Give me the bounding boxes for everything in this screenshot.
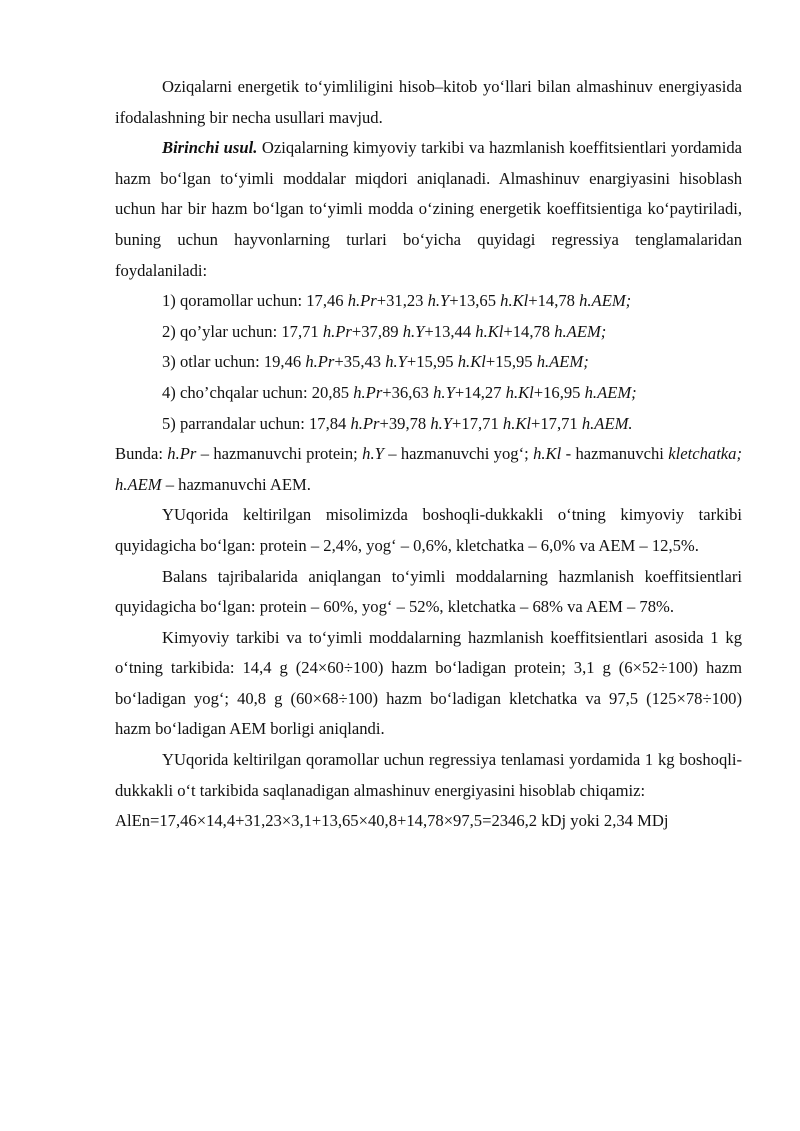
- eq-var: h.Pr: [350, 413, 380, 433]
- method-heading: Birinchi usul.: [162, 138, 258, 158]
- eq-text: 4) cho’chqalar uchun: 20,85: [162, 382, 354, 402]
- eq-text: +31,23: [376, 291, 428, 311]
- eq-var: h.Kl: [502, 413, 532, 433]
- method-text: Oziqalarning kimyoviy tarkibi va hazmlanish koeffitsientlari yordamida hazm bo‘lgan to‘yimli moddalar miqdori aniqlanadi. Almashinuv enargiyasini hisoblash uchun har bir hazm bo‘lgan to‘yimli modda o‘zining energetik koeffitsientiga ko‘paytiriladi, buning uchun hayvonlarning turlari bo‘yicha quyidagi regressiya tenglamalaridan foydalaniladi:: [115, 138, 742, 280]
- eq-text: +39,78: [379, 413, 431, 433]
- eq-var: h.Kl: [475, 321, 504, 341]
- eq-text: +17,71: [531, 413, 582, 433]
- eq-var: h.AEM;: [584, 382, 637, 402]
- eq-text: +14,78: [503, 321, 555, 341]
- legend-var: h.Y: [362, 444, 384, 464]
- paragraph-first-method: [115, 133, 742, 286]
- eq-var: h.Y: [433, 382, 455, 402]
- paragraph-calculation-intro: YUqorida keltirilgan qoramollar uchun regressiya tenlamasi yordamida 1 kg boshoqli-dukkakli o‘t tarkibida saqlanadigan almashinuv energiyasini hisoblab chiqamiz:: [115, 750, 742, 800]
- legend-text: Bunda:: [115, 444, 168, 464]
- equation-pigs: [115, 378, 742, 409]
- eq-var: h.Pr: [347, 291, 377, 311]
- eq-var: h.AEM;: [536, 352, 589, 372]
- legend-var: kletchatka; h.AEM: [115, 444, 742, 494]
- eq-text: +17,71: [452, 413, 503, 433]
- eq-text: +13,44: [424, 321, 476, 341]
- paragraph-intro: Oziqalarni energetik to‘yimliligini hisob–kitob yo‘llari bilan almashinuv energiyasida ifodalashning bir necha usullari mavjud.: [115, 77, 742, 127]
- equation-sheep: [115, 317, 742, 348]
- legend-text: – hazmanuvchi yog‘;: [383, 444, 534, 464]
- equation-horses: [115, 347, 742, 378]
- eq-var: h.Y: [402, 321, 425, 341]
- eq-var: h.AEM;: [554, 321, 607, 341]
- eq-text: +15,95: [485, 352, 537, 372]
- equation-poultry: [115, 409, 742, 440]
- eq-var: h.AEM.: [581, 413, 633, 433]
- eq-var: h.Pr: [353, 382, 383, 402]
- legend-var: h.Pr: [167, 444, 197, 464]
- eq-text: +15,95: [406, 352, 458, 372]
- eq-text: +13,65: [449, 291, 501, 311]
- paragraph-composition: YUqorida keltirilgan misolimizda boshoqli-dukkakli o‘tning kimyoviy tarkibi quyidagicha bo‘lgan: protein – 2,4%, yog‘ – 0,6%, kletchatka – 6,0% va AEM – 12,5%.: [115, 505, 742, 555]
- legend-text: – hazmanuvchi protein;: [196, 444, 363, 464]
- equation-cattle: [115, 286, 742, 317]
- paragraph-digested-nutrients: Kimyoviy tarkibi va to‘yimli moddalarning hazmlanish koeffitsientlari asosida 1 kg o‘tning tarkibida: 14,4 g (24×60÷100) hazm bo‘ladigan protein; 3,1 g (6×52÷100) hazm bo‘ladigan yog‘; 40,8 g (60×68÷100) hazm bo‘ladigan kletchatka va 97,5 (125×78÷100) hazm bo‘ladigan AEM borligi aniqlandi.: [115, 627, 742, 739]
- eq-text: +14,27: [454, 382, 506, 402]
- eq-text: 1) qoramollar uchun: 17,46: [162, 291, 348, 311]
- legend-var: h.Kl: [533, 444, 562, 464]
- eq-text: 2) qo’ylar uchun: 17,71: [162, 321, 323, 341]
- legend-text: - hazmanuvchi: [561, 444, 669, 464]
- eq-var: h.Y: [430, 413, 453, 433]
- eq-text: 3) otlar uchun: 19,46: [162, 352, 306, 372]
- eq-var: h.Kl: [457, 352, 486, 372]
- eq-var: h.Kl: [500, 291, 529, 311]
- paragraph-legend: [115, 439, 742, 500]
- eq-text: +37,89: [351, 321, 403, 341]
- eq-text: +14,78: [528, 291, 580, 311]
- eq-var: h.Y: [385, 352, 407, 372]
- eq-var: h.AEM;: [579, 291, 632, 311]
- calculation-result: AlEn=17,46×14,4+31,23×3,1+13,65×40,8+14,78×97,5=2346,2 kDj yoki 2,34 MDj: [115, 811, 669, 831]
- legend-text: – hazmanuvchi AEM.: [161, 474, 311, 494]
- eq-var: h.Kl: [505, 382, 534, 402]
- eq-var: h.Y: [427, 291, 450, 311]
- eq-text: +35,43: [334, 352, 386, 372]
- eq-text: 5) parrandalar uchun: 17,84: [162, 413, 351, 433]
- eq-text: +16,95: [533, 382, 585, 402]
- eq-var: h.Pr: [322, 321, 352, 341]
- eq-text: +36,63: [382, 382, 434, 402]
- eq-var: h.Pr: [305, 352, 335, 372]
- paragraph-digestibility: Balans tajribalarida aniqlangan to‘yimli moddalarning hazmlanish koeffitsientlari quyidagicha bo‘lgan: protein – 60%, yog‘ – 52%, kletchatka – 68% va AEM – 78%.: [115, 566, 742, 617]
